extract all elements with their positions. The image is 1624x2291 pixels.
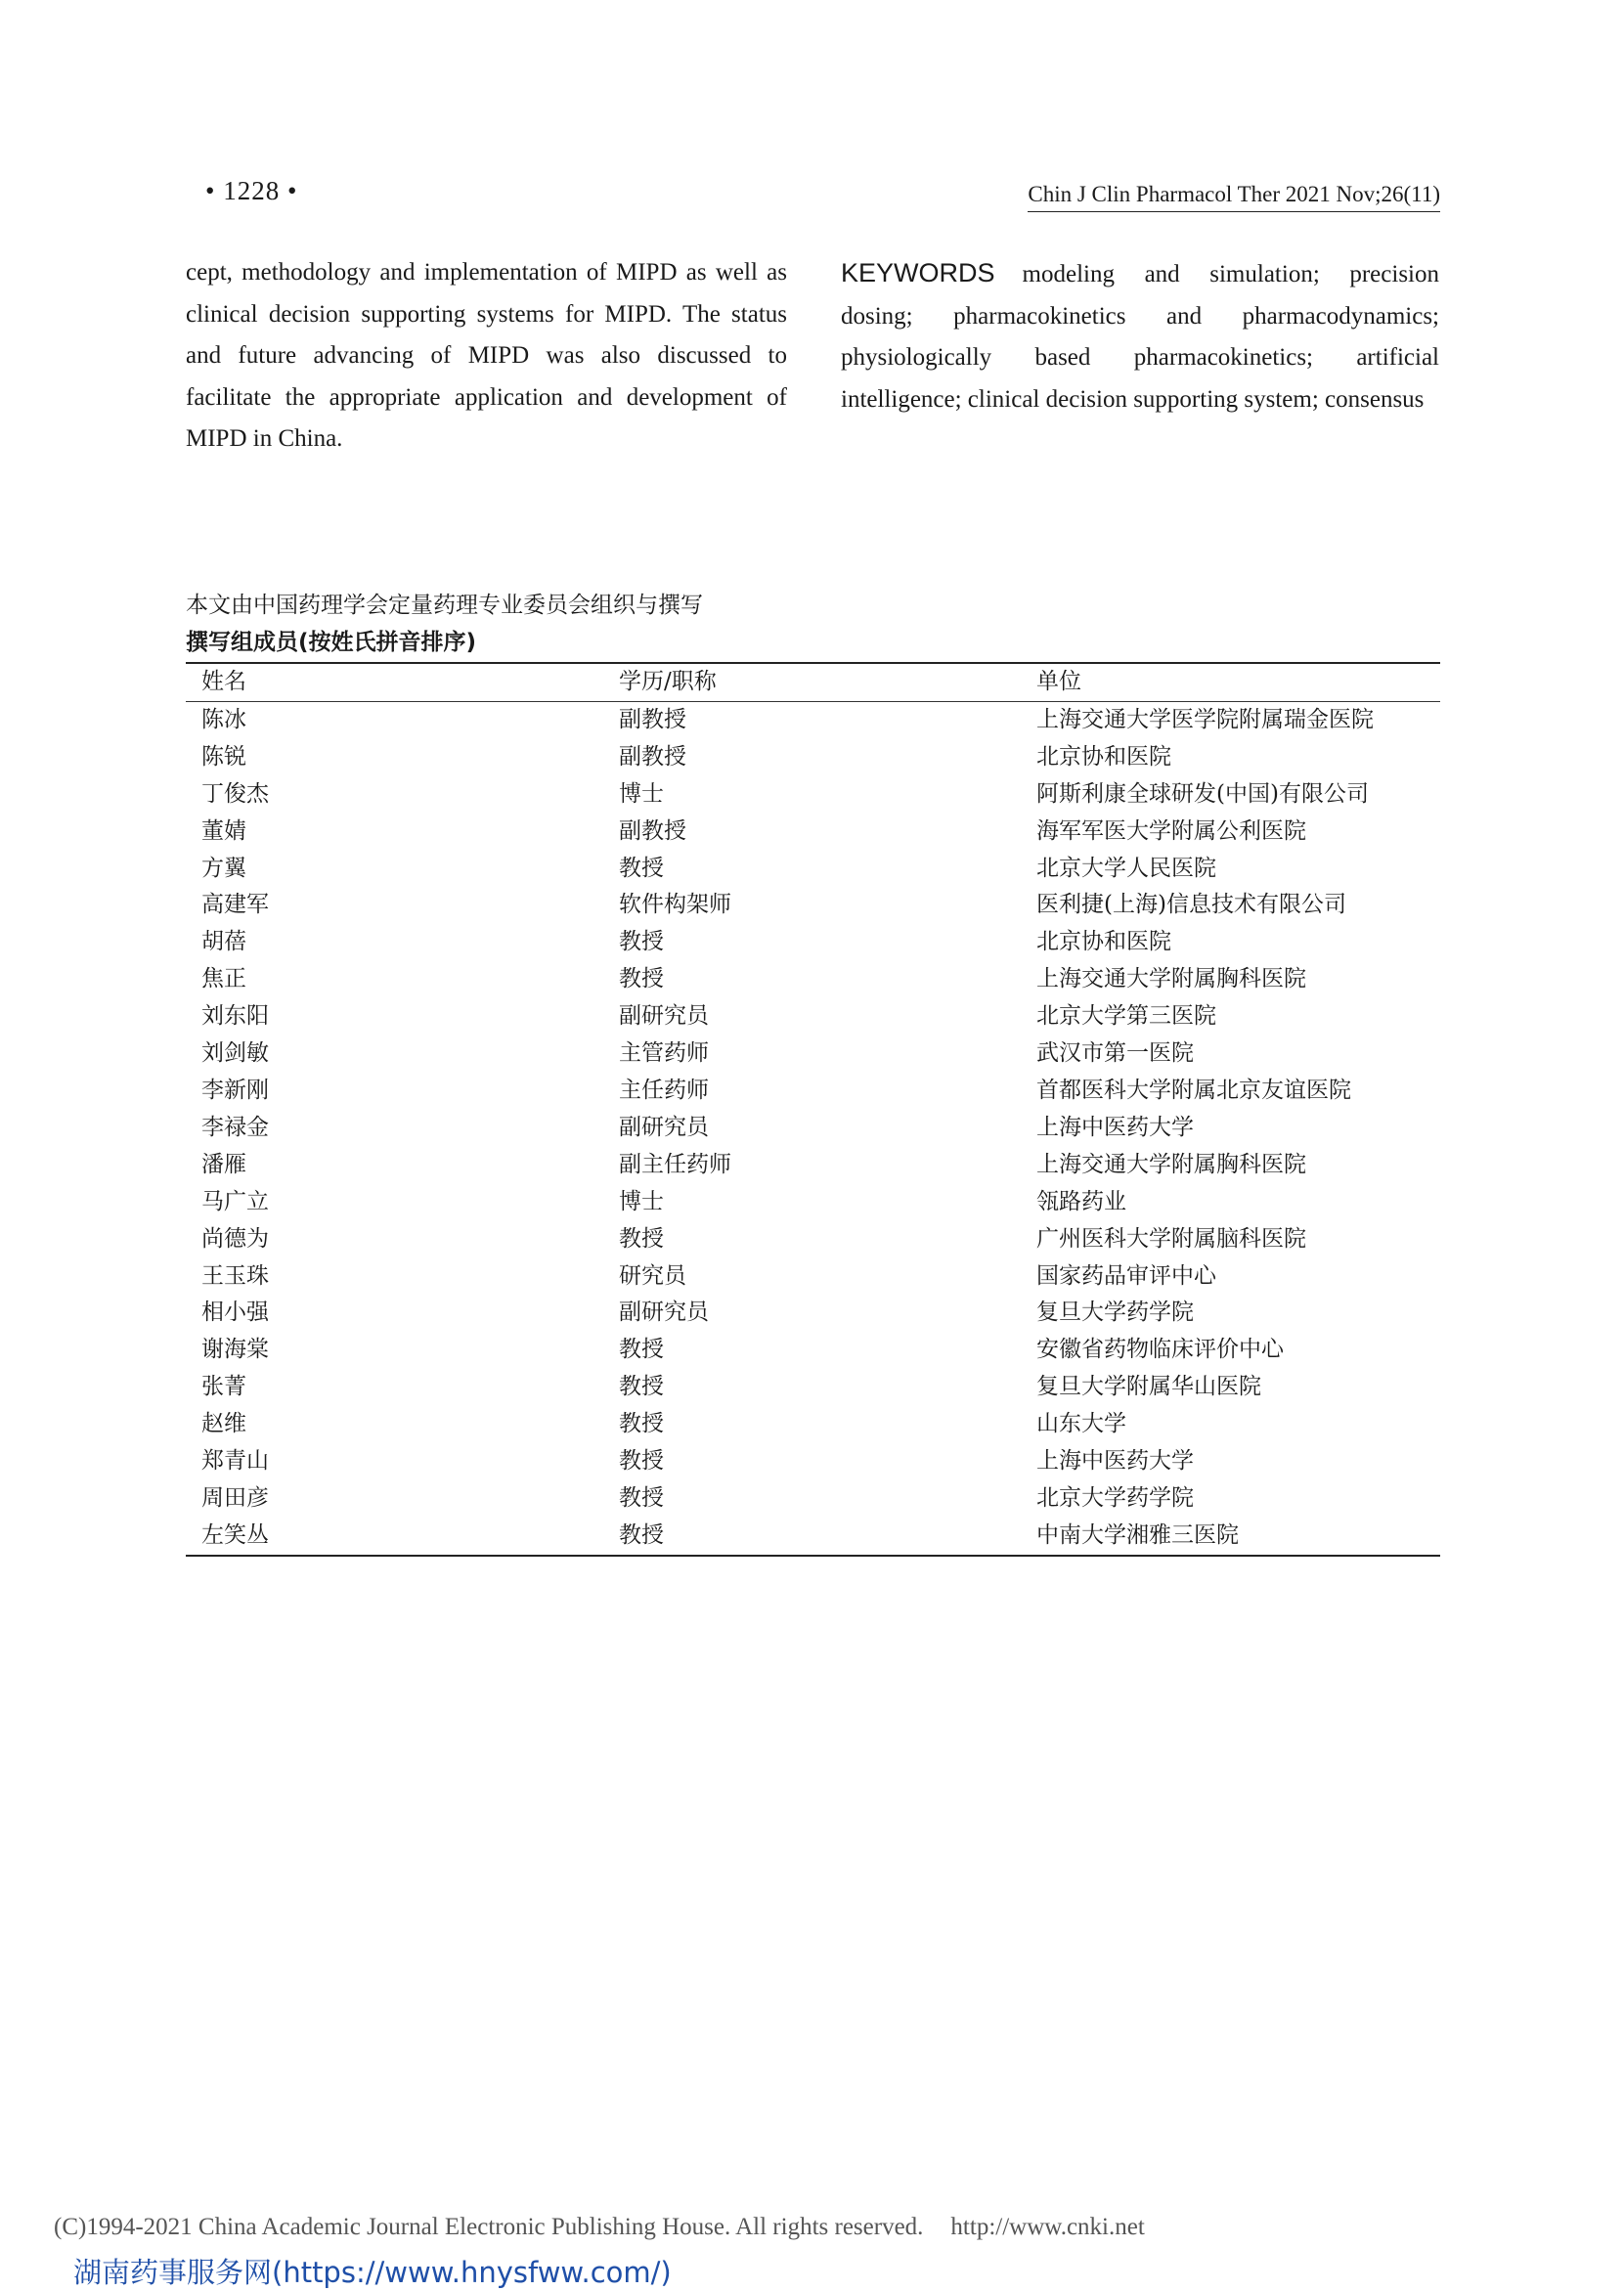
- member-name: 尚德为: [201, 1225, 269, 1252]
- member-affiliation: 海军军医大学附属公利医院: [1036, 817, 1306, 844]
- member-affiliation: 中南大学湘雅三医院: [1036, 1521, 1239, 1548]
- member-name: 张菁: [201, 1374, 246, 1400]
- member-name: 方翼: [201, 855, 246, 881]
- member-affiliation: 国家药品审评中心: [1036, 1262, 1216, 1289]
- member-affiliation: 北京协和医院: [1036, 743, 1171, 770]
- member-name: 王玉珠: [201, 1262, 269, 1289]
- table-row: [186, 1184, 1440, 1221]
- table-row: [186, 776, 1440, 814]
- member-title: 副教授: [619, 706, 686, 732]
- abstract-text: cept, methodology and implementation of MIPD as well as clinical decision supporting systems for MIPD. The status and future advancing of MIPD was also discussed to facilitate the appropriate application and development of MIPD in China.: [186, 259, 787, 452]
- member-name: 李新刚: [201, 1077, 269, 1103]
- column-header-name: 姓名: [186, 663, 619, 701]
- table-row: [186, 1258, 1440, 1296]
- organization-note: 本文由中国药理学会定量药理专业委员会组织与撰写: [186, 593, 703, 618]
- member-name: 相小强: [201, 1300, 269, 1326]
- table-row: [186, 924, 1440, 961]
- member-title: 副研究员: [619, 1003, 709, 1030]
- member-affiliation: 复旦大学药学院: [1036, 1300, 1194, 1326]
- column-header-title: 学历/职称: [619, 663, 1036, 701]
- journal-citation: Chin J Clin Pharmacol Ther 2021 Nov;26(11): [1028, 182, 1440, 212]
- table-row: [186, 1035, 1440, 1073]
- member-name: 赵维: [201, 1411, 246, 1437]
- member-affiliation: 上海交通大学附属胸科医院: [1036, 966, 1306, 992]
- copyright-text: (C)1994-2021 China Academic Journal Electronic Publishing House. All rights reserved.: [54, 2214, 924, 2240]
- table-row: [186, 701, 1440, 738]
- member-name: 陈锐: [201, 743, 246, 770]
- member-affiliation: 广州医科大学附属脑科医院: [1036, 1225, 1306, 1252]
- table-row: [186, 1406, 1440, 1443]
- members-table: [186, 662, 1440, 1557]
- table-row: [186, 1518, 1440, 1556]
- member-affiliation: 山东大学: [1036, 1411, 1126, 1437]
- table-row: [186, 1332, 1440, 1369]
- table-row: [186, 1295, 1440, 1332]
- member-title: 教授: [619, 929, 664, 955]
- member-affiliation: 上海中医药大学: [1036, 1448, 1194, 1475]
- member-title: 副教授: [619, 817, 686, 844]
- table-row: [186, 739, 1440, 776]
- member-affiliation: 上海中医药大学: [1036, 1114, 1194, 1140]
- member-title: 教授: [619, 855, 664, 881]
- member-title: 博士: [619, 780, 664, 807]
- cnki-link[interactable]: http://www.cnki.net: [950, 2214, 1145, 2240]
- member-affiliation: 安徽省药物临床评价中心: [1036, 1337, 1284, 1363]
- table-row: [186, 1369, 1440, 1406]
- member-name: 刘剑敏: [201, 1040, 269, 1067]
- table-row: [186, 1110, 1440, 1147]
- keywords-label: KEYWORDS: [841, 258, 995, 287]
- copyright-footer: [54, 2214, 1145, 2241]
- member-name: 马广立: [201, 1188, 269, 1214]
- member-affiliation: 北京协和医院: [1036, 929, 1171, 955]
- table-header-row: [186, 663, 1440, 701]
- member-title: 主管药师: [619, 1040, 709, 1067]
- member-affiliation: 上海交通大学医学院附属瑞金医院: [1036, 706, 1374, 732]
- member-name: 李禄金: [201, 1114, 269, 1140]
- member-name: 陈冰: [201, 706, 246, 732]
- member-name: 郑青山: [201, 1448, 269, 1475]
- member-title: 教授: [619, 1411, 664, 1437]
- member-title: 研究员: [619, 1262, 686, 1289]
- column-header-affiliation: 单位: [1036, 663, 1440, 701]
- member-title: 教授: [619, 1225, 664, 1252]
- member-name: 董婧: [201, 817, 246, 844]
- team-title: 撰写组成员(按姓氏拼音排序): [186, 630, 477, 655]
- member-affiliation: 瓴路药业: [1036, 1188, 1126, 1214]
- member-affiliation: 首都医科大学附属北京友谊医院: [1036, 1077, 1351, 1103]
- member-title: 软件构架师: [619, 892, 731, 918]
- member-name: 丁俊杰: [201, 780, 269, 807]
- member-affiliation: 北京大学人民医院: [1036, 855, 1216, 881]
- member-affiliation: 北京大学药学院: [1036, 1484, 1194, 1511]
- table-row: [186, 851, 1440, 888]
- member-title: 教授: [619, 1337, 664, 1363]
- table-row: [186, 1443, 1440, 1480]
- member-affiliation: 武汉市第一医院: [1036, 1040, 1194, 1067]
- keywords-column: [841, 252, 1439, 420]
- member-title: 教授: [619, 1448, 664, 1475]
- table-row: [186, 814, 1440, 851]
- table-row: [186, 961, 1440, 998]
- member-title: 副研究员: [619, 1114, 709, 1140]
- member-title: 副教授: [619, 743, 686, 770]
- member-title: 主任药师: [619, 1077, 709, 1103]
- site-watermark[interactable]: 湖南药事服务网(https://www.hnysfww.com/): [73, 2256, 672, 2289]
- member-title: 副研究员: [619, 1300, 709, 1326]
- members-table-body: [186, 701, 1440, 1555]
- member-affiliation: 北京大学第三医院: [1036, 1003, 1216, 1030]
- member-title: 教授: [619, 966, 664, 992]
- member-title: 副主任药师: [619, 1151, 731, 1177]
- table-row: [186, 1147, 1440, 1184]
- page-number: • 1228 •: [205, 176, 298, 205]
- table-row: [186, 998, 1440, 1035]
- member-title: 教授: [619, 1374, 664, 1400]
- table-row: [186, 887, 1440, 924]
- table-row: [186, 1480, 1440, 1518]
- member-name: 周田彦: [201, 1484, 269, 1511]
- member-title: 博士: [619, 1188, 664, 1214]
- member-name: 焦正: [201, 966, 246, 992]
- member-affiliation: 复旦大学附属华山医院: [1036, 1374, 1261, 1400]
- member-name: 潘雁: [201, 1151, 246, 1177]
- member-name: 左笑丛: [201, 1521, 269, 1548]
- member-name: 高建军: [201, 892, 269, 918]
- member-title: 教授: [619, 1484, 664, 1511]
- table-row: [186, 1073, 1440, 1110]
- member-name: 胡蓓: [201, 929, 246, 955]
- member-affiliation: 医利捷(上海)信息技术有限公司: [1036, 892, 1346, 918]
- abstract-left-column: [186, 252, 787, 461]
- member-title: 教授: [619, 1521, 664, 1548]
- keywords-text: modeling and simulation; precision dosing; pharmacokinetics and pharmacodynamics; physiologically based pharmacokinetics; artificial intelligence; clinical decision supporting system; consensus: [841, 261, 1439, 413]
- member-name: 刘东阳: [201, 1003, 269, 1030]
- member-name: 谢海棠: [201, 1337, 269, 1363]
- table-row: [186, 1221, 1440, 1258]
- member-affiliation: 上海交通大学附属胸科医院: [1036, 1151, 1306, 1177]
- member-affiliation: 阿斯利康全球研发(中国)有限公司: [1036, 780, 1369, 807]
